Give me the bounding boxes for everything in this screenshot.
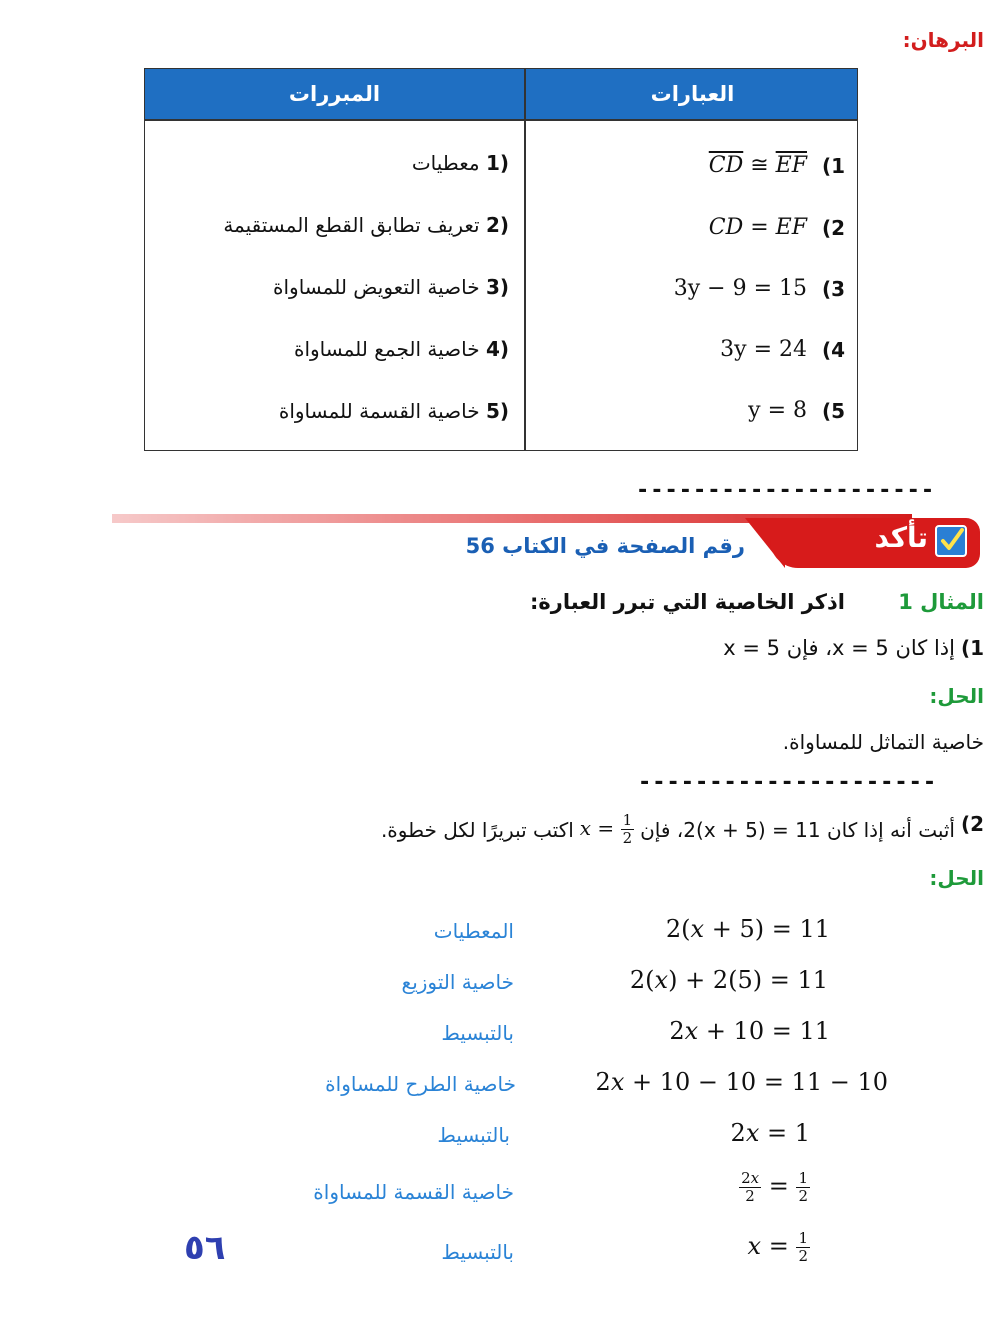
question-2-text-part-b: اكتب تبريرًا لكل خطوة. [380, 817, 574, 842]
statement-number: (3 [821, 277, 845, 301]
statement-number: (2 [821, 216, 845, 240]
question-2-text-part-a: أثبت أنه إذا كان 11 = (x + 5)2، فإن [640, 817, 955, 842]
statement-number: (5 [821, 399, 845, 423]
reason-text: تعريف تطابق القطع المستقيمة [223, 213, 480, 237]
reason-text: معطيات [411, 151, 480, 175]
reason-row-3 [273, 267, 509, 307]
step-5-reason: بالتبسيط [437, 1123, 510, 1147]
reason-row-1 [412, 143, 509, 183]
reason-number: (1 [485, 151, 509, 175]
statement-number: (1 [821, 154, 845, 178]
statement-row-5 [822, 391, 845, 431]
step-1-reason: المعطيات [433, 919, 514, 943]
reason-row-4 [294, 329, 509, 369]
statement-5: y = 8 [748, 398, 807, 423]
statement-row-3 [822, 269, 845, 309]
example-label: المثال 1 [898, 590, 984, 614]
reason-number: (5 [485, 399, 509, 423]
step-5-equation: 2x = 1 [730, 1119, 810, 1147]
question-2-number: 2) [960, 812, 984, 836]
statement-4: 3y = 24 [720, 337, 807, 362]
step-4-equation: 2x + 10 − 10 = 11 − 10 [595, 1068, 888, 1096]
reason-text: خاصية الجمع للمساواة [293, 337, 480, 361]
proof-label: البرهان: [902, 28, 984, 52]
question-1-number: 1) [960, 636, 984, 660]
banner-title: تأكد [874, 521, 928, 554]
reason-number: (3 [485, 275, 509, 299]
header-statements: العبارات [650, 82, 735, 106]
separator-line: --------------------- [638, 770, 938, 795]
statement-row-4 [822, 330, 845, 370]
statement-row-1 [822, 146, 845, 186]
step-1-equation: 2(x + 5) = 11 [665, 915, 830, 943]
question-2-text [381, 812, 955, 847]
statement-3: 3y − 9 = 15 [673, 276, 807, 301]
solution-2-label: الحل: [929, 866, 984, 890]
header-divider [145, 119, 857, 121]
checkmark-icon [935, 525, 967, 557]
separator-line: --------------------- [636, 478, 936, 503]
question-2-target: x = $\frac{1}{2}$ [579, 811, 633, 847]
step-6-equation: $\frac{2x}{2}$ = $\frac{1}{2}$ [741, 1169, 808, 1205]
step-4-reason: خاصية الطرح للمساواة [325, 1072, 516, 1096]
header-reasons: المبررات [288, 82, 381, 106]
step-7-equation: x = $\frac{1}{2}$ [747, 1229, 808, 1265]
page-number: ٥٦ [184, 1228, 226, 1268]
reason-row-5 [279, 391, 509, 431]
step-6-reason: خاصية القسمة للمساواة [313, 1180, 514, 1204]
reason-number: (2 [485, 213, 509, 237]
step-3-reason: بالتبسيط [441, 1021, 514, 1045]
step-3-equation: 2x + 10 = 11 [669, 1017, 830, 1045]
book-page-reference: رقم الصفحة في الكتاب 56 [465, 534, 745, 558]
solution-label: الحل: [929, 684, 984, 708]
reason-number: (4 [485, 337, 509, 361]
proof-table [144, 68, 858, 451]
step-7-reason: بالتبسيط [441, 1240, 514, 1264]
column-divider [524, 69, 526, 450]
step-2-reason: خاصية التوزيع [401, 970, 514, 994]
statement-row-2 [822, 208, 845, 248]
answer-1: خاصية التماثل للمساواة. [782, 730, 984, 754]
reason-text: خاصية القسمة للمساواة [278, 399, 480, 423]
statement-1: $\overline{CD}$ ≅ $\overline{EF}$ [708, 153, 807, 178]
reason-row-2 [223, 205, 509, 245]
example-prompt: اذكر الخاصية التي تبرر العبارة: [530, 590, 845, 614]
statement-number: (4 [821, 338, 845, 362]
statement-2: CD = EF [708, 215, 807, 240]
reason-text: خاصية التعويض للمساواة [273, 275, 480, 299]
step-2-equation: 2(x) + 2(5) = 11 [629, 966, 828, 994]
question-1-text: إذا كان x = 5، فإن 5 = x [723, 636, 955, 660]
